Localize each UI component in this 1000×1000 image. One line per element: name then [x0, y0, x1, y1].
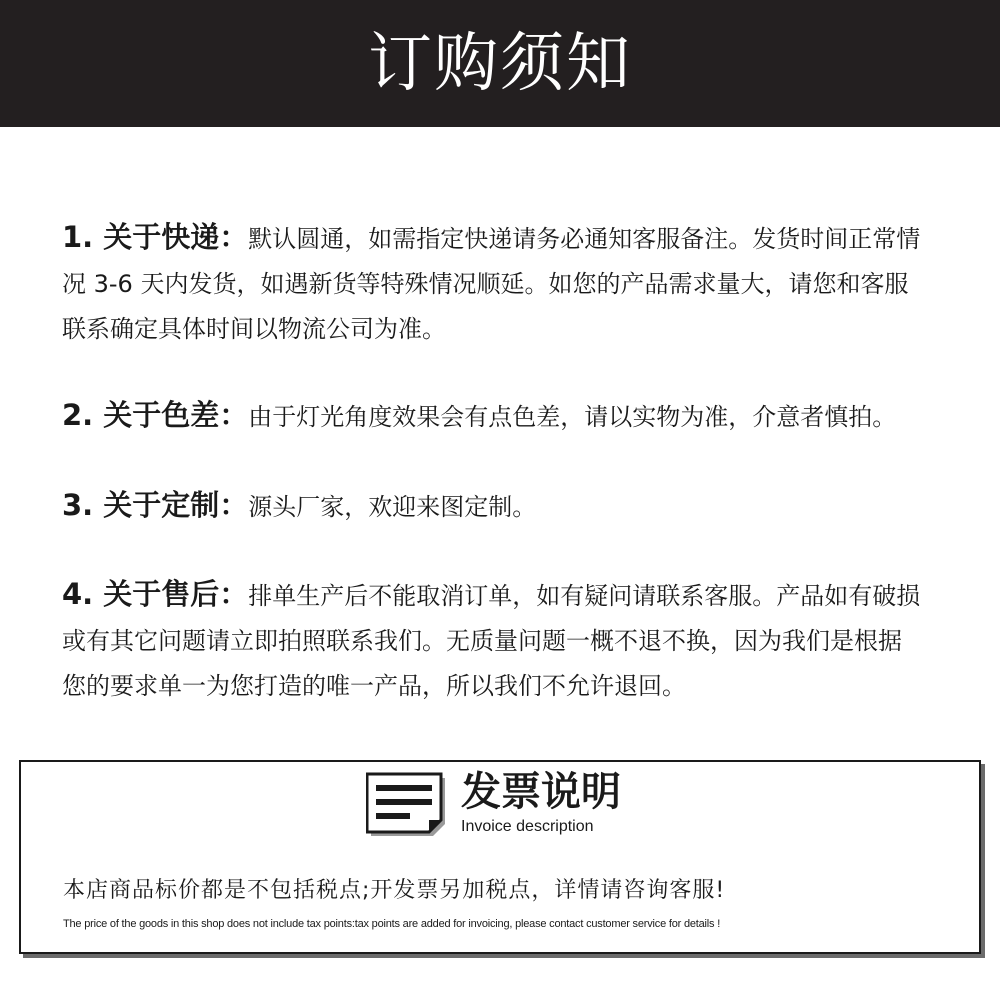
invoice-subtitle: Invoice description	[461, 818, 594, 835]
invoice-text-english: The price of the goods in this shop does not include tax points:tax points are added for invoicing, please contact customer service for details !	[63, 918, 721, 930]
notice-title: 1. 关于快递：	[62, 220, 249, 254]
notice-title: 3. 关于定制：	[62, 488, 249, 522]
invoice-panel	[19, 760, 981, 954]
notice-customization	[62, 483, 922, 530]
invoice-title: 发票说明	[461, 769, 621, 815]
notice-title: 2. 关于色差：	[62, 398, 249, 432]
notice-text: 源头厂家，欢迎来图定制。	[248, 493, 537, 521]
notice-text: 由于灯光角度效果会有点色差，请以实物为准，介意者慎拍。	[248, 403, 897, 431]
notice-text: 排单生产后不能取消订单，如有疑问请联系客服。产品如有破损或有其它问题请立即拍照联系我们。无质量问题一概不退不换，因为我们是根据您的要求单一为您打造的唯一产品，所以我们不允许退回。	[62, 582, 921, 700]
document-icon	[366, 772, 452, 838]
notice-after-sales	[62, 572, 922, 709]
invoice-text-chinese: 本店商品标价都是不包括税点;开发票另加税点，详情请咨询客服!	[63, 878, 726, 903]
page-title: 订购须知	[368, 26, 632, 101]
header-banner	[0, 0, 1000, 127]
notice-color-difference	[62, 393, 922, 440]
notice-express	[62, 215, 922, 352]
notice-text: 默认圆通，如需指定快递请务必通知客服备注。发货时间正常情况 3-6 天内发货，如遇新货等特殊情况顺延。如您的产品需求量大，请您和客服联系确定具体时间以物流公司为准。	[62, 225, 921, 343]
notice-title: 4. 关于售后：	[62, 577, 249, 611]
